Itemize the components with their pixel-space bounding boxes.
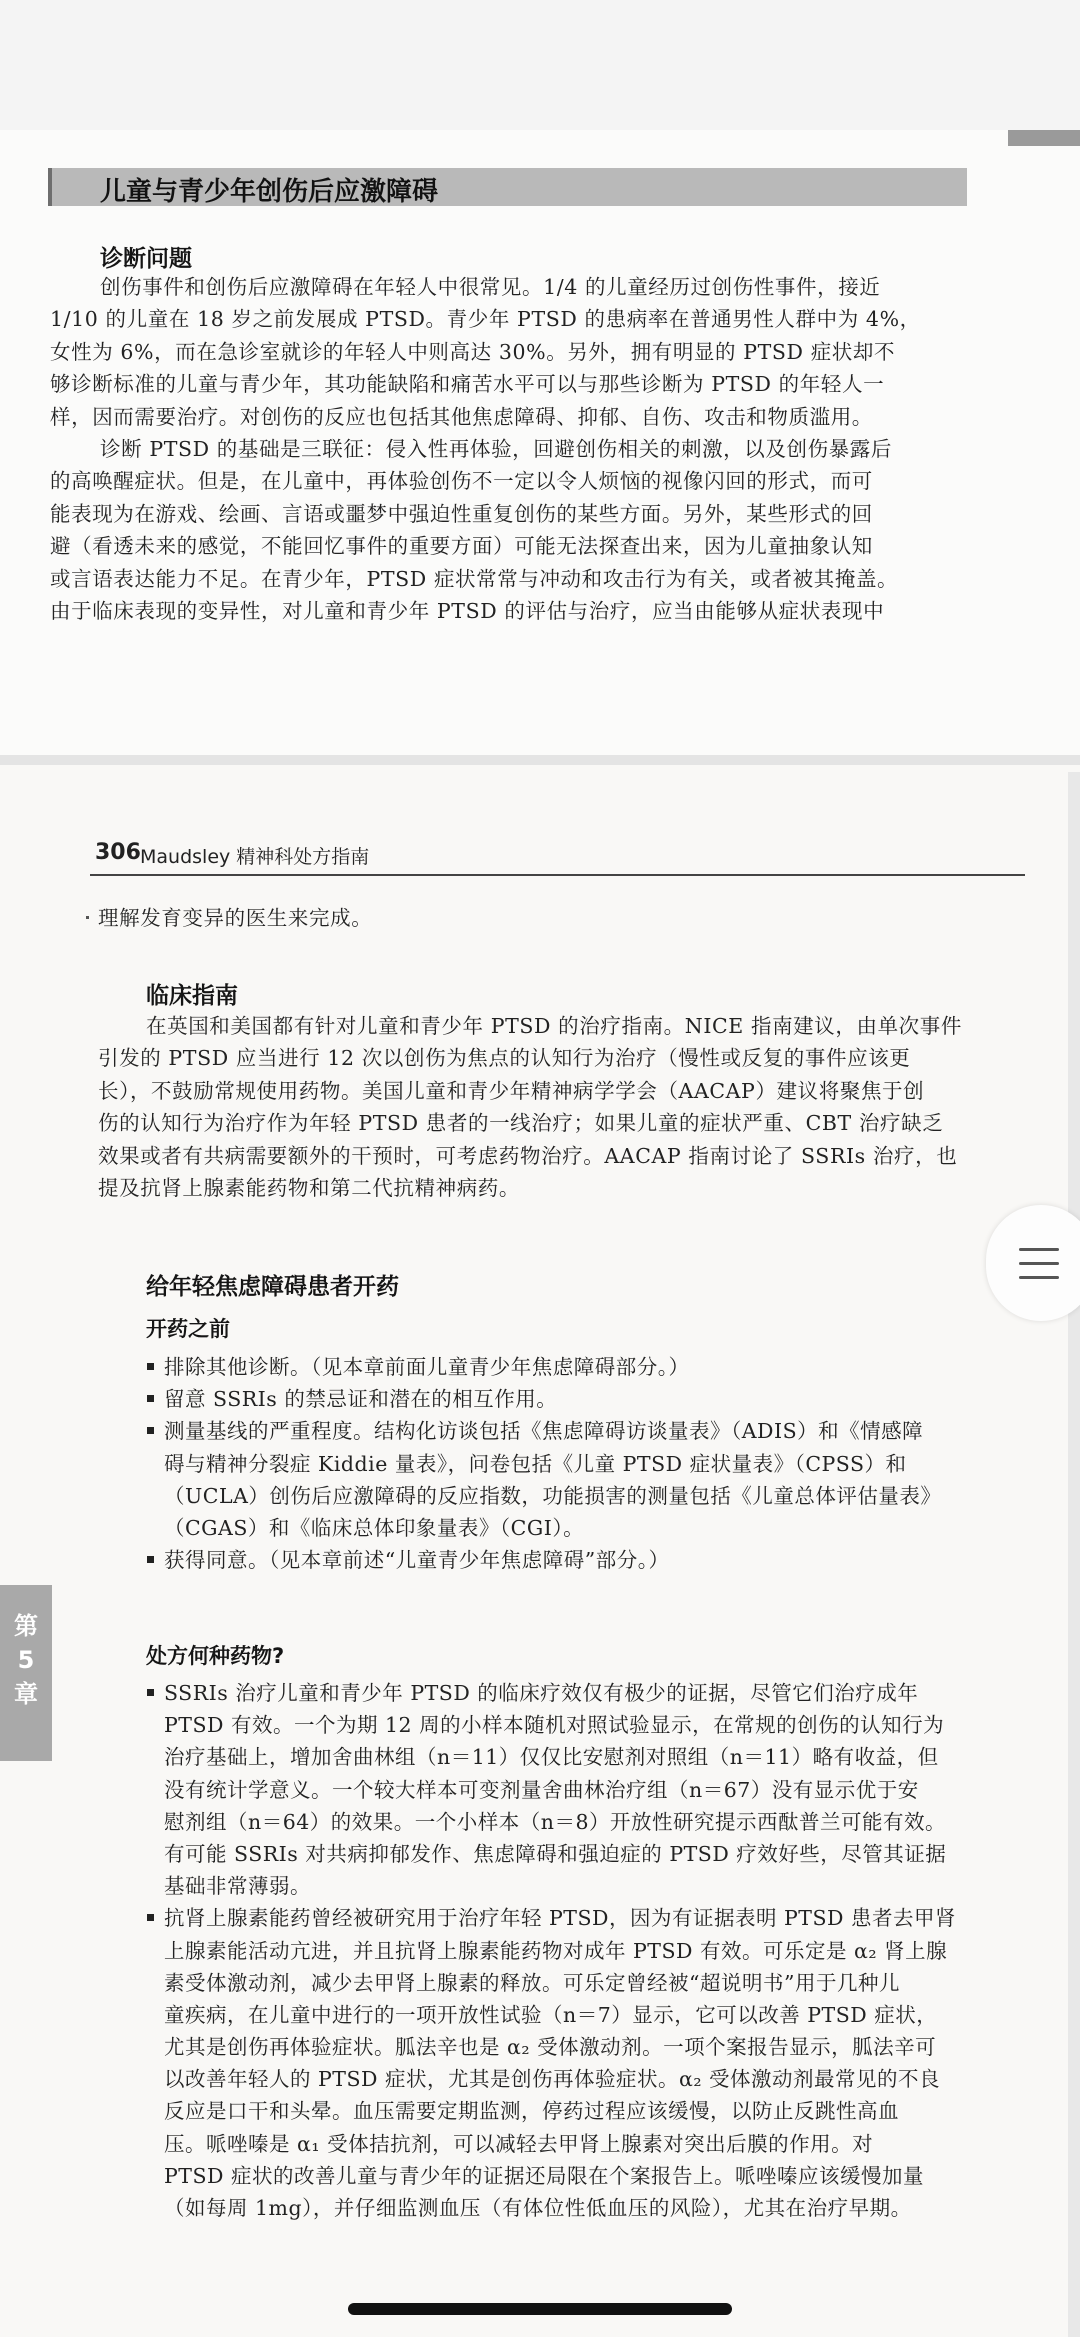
text-line: 能表现为在游戏、绘画、言语或噩梦中强迫性重复创伤的某些方面。另外，某些形式的回 <box>50 501 873 526</box>
text-line: 抗肾上腺素能药曾经被研究用于治疗年轻 PTSD，因为有证据表明 PTSD 患者去甲肾 <box>164 1906 956 1931</box>
text-line: 诊断 PTSD 的基础是三联征：侵入性再体验，回避创伤相关的刺激，以及创伤暴露后 <box>100 437 892 461</box>
text-line: 留意 SSRIs 的禁忌证和潜在的相互作用。 <box>164 1387 558 1412</box>
clinical-paragraph <box>98 1010 962 1204</box>
continuation-text <box>98 902 372 934</box>
print-mark <box>86 916 89 919</box>
page-2-edge <box>1068 772 1080 2337</box>
chapter-title: 儿童与青少年创伤后应激障碍 <box>100 177 439 207</box>
hamburger-menu-icon <box>1019 1248 1059 1251</box>
text-line: SSRIs 治疗儿童和青少年 PTSD 的临床疗效仅有极少的证据，尽管它们治疗成年 <box>164 1681 919 1705</box>
text-line: 引发的 PTSD 应当进行 12 次以创伤为焦点的认知行为治疗（慢性或反复的事件应该更 <box>98 1046 911 1071</box>
text-line: 在英国和美国都有针对儿童和青少年 PTSD 的治疗指南。NICE 指南建议，由单次事件 <box>146 1014 962 1038</box>
text-line: 或言语表达能力不足。在青少年，PTSD 症状常常与冲动和攻击行为有关，或者被其掩盖。 <box>50 566 899 591</box>
text-line: 童疾病，在儿童中进行的一项开放性试验（n＝7）显示，它可以改善 PTSD 症状， <box>164 2002 938 2027</box>
text-line: 创伤事件和创伤后应激障碍在年轻人中很常见。1/4 的儿童经历过创伤性事件，接近 <box>100 275 881 299</box>
list-item <box>144 1677 956 1902</box>
text-line: （如每周 1mg），并仔细监测血压（有体位性低血压的风险），尤其在治疗早期。 <box>164 2196 912 2220</box>
page-divider <box>0 755 1080 765</box>
text-line: （CGAS）和《临床总体印象量表》（CGI）。 <box>164 1515 585 1540</box>
running-head: Maudsley 精神科处方指南 <box>140 846 370 868</box>
text-line: 够诊断标准的儿童与青少年，其功能缺陷和痛苦水平可以与那些诊断为 PTSD 的年轻人一 <box>50 372 885 397</box>
header-rule <box>90 874 1025 876</box>
hamburger-line <box>1019 1262 1059 1265</box>
before-list <box>144 1351 941 1576</box>
chapter-title-bar <box>48 168 967 206</box>
hamburger-line <box>1019 1276 1059 1279</box>
text-line: 以改善年轻人的 PTSD 症状，尤其是创伤再体验症状。α₂ 受体激动剂最常见的不良 <box>164 2067 941 2092</box>
text-line: 尤其是创伤再体验症状。胍法辛也是 α₂ 受体激动剂。一项个案报告显示，胍法辛可 <box>164 2035 937 2060</box>
bullet-icon <box>147 1395 154 1402</box>
section-title-prescribing: 给年轻焦虑障碍患者开药 <box>146 1274 399 1300</box>
text-line: 由于临床表现的变异性，对儿童和青少年 PTSD 的评估与治疗，应当由能够从症状表现中 <box>50 598 885 623</box>
bullet-icon <box>147 1689 154 1696</box>
page-edge-tab <box>1008 130 1080 146</box>
text-line: 理解发育变异的医生来完成。 <box>98 906 373 930</box>
bullet-icon <box>147 1427 154 1434</box>
text-line: 效果或者有共病需要额外的干预时，可考虑药物治疗。AACAP 指南讨论了 SSRIs 治疗，也 <box>98 1143 958 1168</box>
top-gap <box>0 0 1080 130</box>
text-line: 女性为 6%，而在急诊室就诊的年轻人中则高达 30%。另外，拥有明显的 PTSD 症状却不 <box>50 339 896 364</box>
text-line: 有可能 SSRIs 对共病抑郁发作、焦虑障碍和强迫症的 PTSD 疗效好些，尽管其证据 <box>164 1841 947 1866</box>
diagnosis-paragraph-2 <box>50 433 898 627</box>
text-line: 治疗基础上，增加舍曲林组（n＝11）仅仅比安慰剂对照组（n＝11）略有收益，但 <box>164 1745 939 1770</box>
which-drug-list <box>144 1677 956 2224</box>
text-line: 测量基线的严重程度。结构化访谈包括《焦虑障碍访谈量表》（ADIS）和《情感障 <box>164 1419 924 1444</box>
text-line: 获得同意。（见本章前述“儿童青少年焦虑障碍”部分。） <box>164 1548 670 1573</box>
text-line: 基础非常薄弱。 <box>164 1874 311 1899</box>
bullet-icon <box>147 1556 154 1563</box>
section-title-clinical: 临床指南 <box>146 983 238 1009</box>
side-tab-char: 第 <box>14 1612 38 1640</box>
text-line: 排除其他诊断。（见本章前面儿童青少年焦虑障碍部分。） <box>164 1355 690 1379</box>
bullet-icon <box>147 1914 154 1921</box>
text-line: 压。哌唑嗪是 α₁ 受体拮抗剂，可以减轻去甲肾上腺素对突出后膜的作用。对 <box>164 2131 874 2156</box>
text-line: 素受体激动剂，减少去甲肾上腺素的释放。可乐定曾经被“超说明书”用于几种儿 <box>164 1970 900 1995</box>
text-line: 样，因而需要治疗。对创伤的反应也包括其他焦虑障碍、抑郁、自伤、攻击和物质滥用。 <box>50 404 873 429</box>
text-line: 长），不鼓励常规使用药物。美国儿童和青少年精神病学学会（AACAP）建议将聚焦于创 <box>98 1078 925 1103</box>
text-line: 伤的认知行为治疗作为年轻 PTSD 患者的一线治疗；如果儿童的症状严重、CBT 治疗缺乏 <box>98 1111 944 1136</box>
text-line: PTSD 有效。一个为期 12 周的小样本随机对照试验显示，在常规的创伤的认知行为 <box>164 1713 945 1738</box>
subsection-title-which-drug: 处方何种药物? <box>146 1644 285 1668</box>
text-line: 碍与精神分裂症 Kiddie 量表》，问卷包括《儿童 PTSD 症状量表》（CPSS）和 <box>164 1451 907 1476</box>
list-item <box>144 1415 941 1544</box>
side-tab-char: 5 <box>17 1646 35 1674</box>
text-line: 慰剂组（n＝64）的效果。一个小样本（n＝8）开放性研究提示西酞普兰可能有效。 <box>164 1809 947 1834</box>
list-item <box>144 1351 941 1383</box>
side-tab-char: 章 <box>14 1680 38 1708</box>
text-line: 反应是口干和头晕。血压需要定期监测，停药过程应该缓慢，以防止反跳性高血 <box>164 2099 899 2124</box>
text-line: 提及抗肾上腺素能药物和第二代抗精神病药。 <box>98 1175 520 1200</box>
text-line: 1/10 的儿童在 18 岁之前发展成 PTSD。青少年 PTSD 的患病率在普通男性人群中为 4%， <box>50 307 921 332</box>
home-indicator[interactable] <box>348 2303 732 2315</box>
text-line: PTSD 症状的改善儿童与青少年的证据还局限在个案报告上。哌唑嗪应该缓慢加量 <box>164 2163 924 2188</box>
list-item <box>144 1902 956 2224</box>
text-line: （UCLA）创伤后应激障碍的反应指数，功能损害的测量包括《儿童总体评估量表》 <box>164 1483 942 1508</box>
diagnosis-paragraph-1 <box>50 271 921 433</box>
subsection-title-before: 开药之前 <box>146 1317 230 1341</box>
text-line: 避（看透未来的感觉，不能回忆事件的重要方面）可能无法探查出来，因为儿童抽象认知 <box>50 534 873 559</box>
menu-button[interactable] <box>986 1205 1080 1321</box>
bullet-icon <box>147 1363 154 1370</box>
text-line: 没有统计学意义。一个较大样本可变剂量舍曲林治疗组（n＝67）没有显示优于安 <box>164 1777 919 1802</box>
text-line: 上腺素能活动亢进，并且抗肾上腺素能药物对成年 PTSD 有效。可乐定是 α₂ 肾上腺 <box>164 1938 948 1963</box>
chapter-side-tab <box>0 1585 52 1761</box>
section-title-diagnosis: 诊断问题 <box>100 246 192 272</box>
text-line: 的高唤醒症状。但是，在儿童中，再体验创伤不一定以令人烦恼的视像闪回的形式，而可 <box>50 469 873 494</box>
page-number: 306 <box>95 840 141 865</box>
list-item <box>144 1383 941 1415</box>
list-item <box>144 1544 941 1576</box>
